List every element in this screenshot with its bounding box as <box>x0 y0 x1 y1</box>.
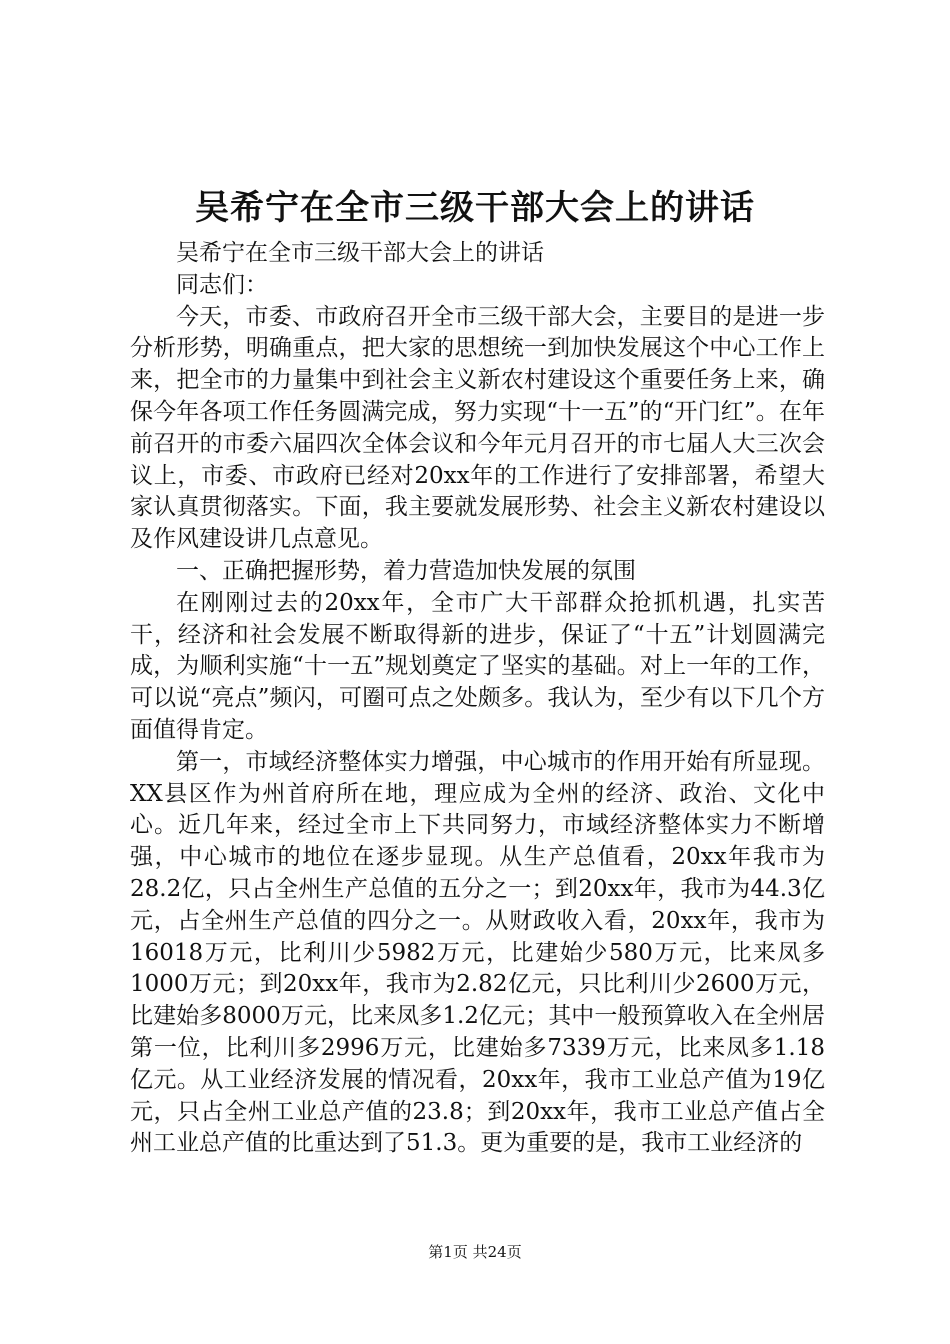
salutation-paragraph: 同志们： <box>176 271 268 298</box>
body-paragraph: 今天，市委、市政府召开全市三级干部大会，主要目的是进一步分析形势，明确重点，把大家的思想统一到加快发展这个中心工作上来，把全市的力量集中到社会主义新农村建设这个重要任务上来，确保今年各项工作任务圆满完成，努力实现“十一五”的“开门红”。在年前召开的市委六届四次全体会议和今年元月召开的市七届人大三次会议上，市委、市政府已经对20xx年的工作进行了安排部署，希望大家认真贯彻落实。下面，我主要就发展形势、社会主义新农村建设以及作风建设讲几点意见。 <box>130 303 825 553</box>
page-number-footer: 第1页 共24页 <box>428 1243 522 1261</box>
document-body <box>130 238 825 1160</box>
section-heading: 一、正确把握形势，着力营造加快发展的氛围 <box>176 557 636 584</box>
body-paragraph: 在刚刚过去的20xx年，全市广大干部群众抢抓机遇，扎实苦干，经济和社会发展不断取得新的进步，保证了“十五”计划圆满完成，为顺利实施“十一五”规划奠定了坚实的基础。对上一年的工作，可以说“亮点”频闪，可圈可点之处颇多。我认为，至少有以下几个方面值得肯定。 <box>130 589 825 743</box>
body-paragraph: 第一，市域经济整体实力增强，中心城市的作用开始有所显现。XX县区作为州首府所在地，理应成为全州的经济、政治、文化中心。近几年来，经过全市上下共同努力，市域经济整体实力不断增强，中心城市的地位在逐步显现。从生产总值看，20xx年我市为28.2亿，只占全州生产总值的五分之一；到20xx年，我市为44.3亿元，占全州生产总值的四分之一。从财政收入看，20xx年，我市为16018万元，比利川少5982万元，比建始少580万元，比来凤多1000万元；到20xx年，我市为2.82亿元，只比利川少2600万元，比建始多8000万元，比来凤多1.2亿元；其中一般预算收入在全州居第一位，比利川多2996万元，比建始多7339万元，比来凤多1.18亿元。从工业经济发展的情况看，20xx年，我市工业总产值为19亿元，只占全州工业总产值的23.8；到20xx年，我市工业总产值占全州工业总产值的比重达到了51.3。更为重要的是，我市工业经济的 <box>130 748 825 1157</box>
page-title: 吴希宁在全市三级干部大会上的讲话 <box>195 188 755 228</box>
subtitle-paragraph: 吴希宁在全市三级干部大会上的讲话 <box>176 240 544 266</box>
